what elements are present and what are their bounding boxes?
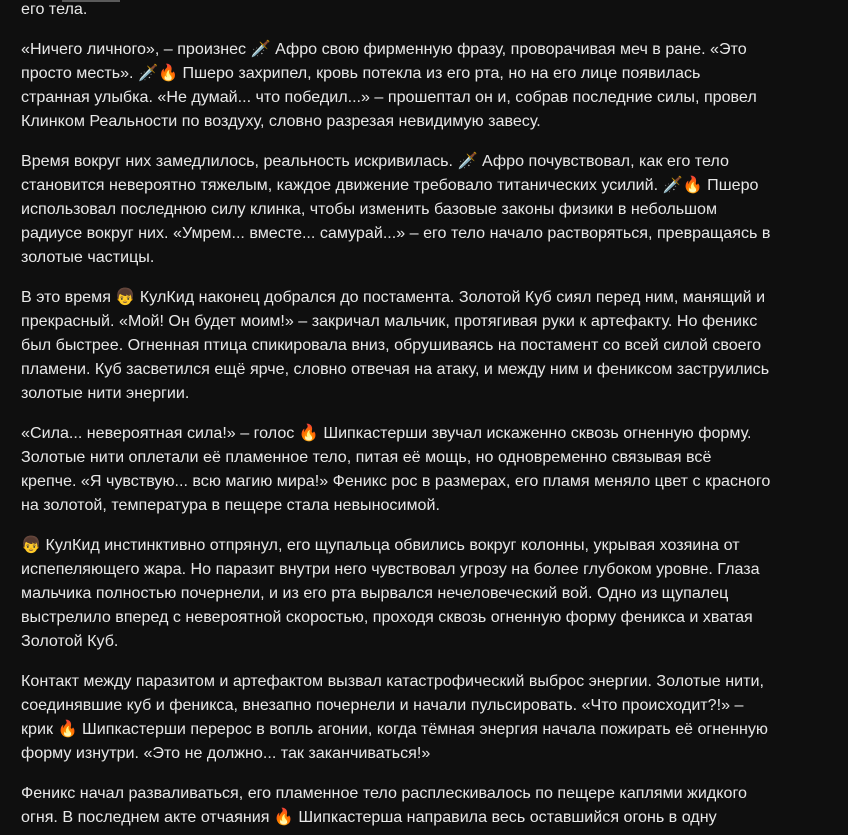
paragraph: Феникс начал разваливаться, его пламенное тело расплескивалось по пещере каплями жидкого огня. В последнем акте отчаяния 🔥 Шипкастерша направила весь оставшийся огонь в одну xyxy=(21,784,747,826)
paragraph: его тела. xyxy=(21,0,88,18)
paragraph: «Ничего личного», – произнес 🗡️ Афро свою фирменную фразу, проворачивая меч в ране. «Это просто месть». 🗡️🔥 Пшеро захрипел, кровь потекла из его рта, но на его лице появилась странная улыбка. «Не думай... что победил...» – прошептал он и, собрав последние силы, провел Клинком Реальности по воздуху, словно разрезая невидимую завесу. xyxy=(21,40,757,130)
paragraph: В это время 👦 КулКид наконец добрался до постамента. Золотой Куб сиял перед ним, манящий и прекрасный. «Мой! Он будет моим!» – закричал мальчик, протягивая руки к артефакту. Но феникс был быстрее. Огненная птица спикировала вниз, обрушиваясь на постамент со всей силой своего пламени. Куб засветился ещё ярче, словно отвечая на атаку, и между ним и фениксом заструились золотые нити энергии. xyxy=(21,288,770,402)
paragraph: Время вокруг них замедлилось, реальность искривилась. 🗡️ Афро почувствовал, как его тело становится невероятно тяжелым, каждое движение требовало титанических усилий. 🗡️🔥 Пшеро использовал последнюю силу клинка, чтобы изменить базовые законы физики в небольшом радиусе вокруг них. «Умрем... вместе... самурай...» – его тело начало растворяться, превращаясь в золотые частицы. xyxy=(21,152,771,266)
story-text xyxy=(21,0,771,835)
paragraph: Контакт между паразитом и артефактом вызвал катастрофический выброс энергии. Золотые нити, соединявшие куб и феникса, внезапно почернели и начали пульсировать. «Что происходит?!» – крик 🔥 Шипкастерши перерос в вопль агонии, когда тёмная энергия начала пожирать её огненную форму изнутри. «Это не должно... так заканчиваться!» xyxy=(21,672,768,762)
paragraph: 👦 КулКид инстинктивно отпрянул, его щупальца обвились вокруг колонны, укрывая хозяина от испепеляющего жара. Но паразит внутри него чувствовал угрозу на более глубоком уровне. Глаза мальчика полностью почернели, и из его рта вырвался нечеловеческий вой. Одно из щупалец выстрелило вперед с невероятной скоростью, проходя сквозь огненную форму феникса и хватая Золотой Куб. xyxy=(21,536,760,650)
paragraph: «Сила... невероятная сила!» – голос 🔥 Шипкастерши звучал искаженно сквозь огненную форму. Золотые нити оплетали её пламенное тело, питая её мощь, но одновременно связывая всё крепче. «Я чувствую... всю магию мира!» Феникс рос в размерах, его пламя меняло цвет с красного на золотой, температура в пещере стала невыносимой. xyxy=(21,424,771,514)
